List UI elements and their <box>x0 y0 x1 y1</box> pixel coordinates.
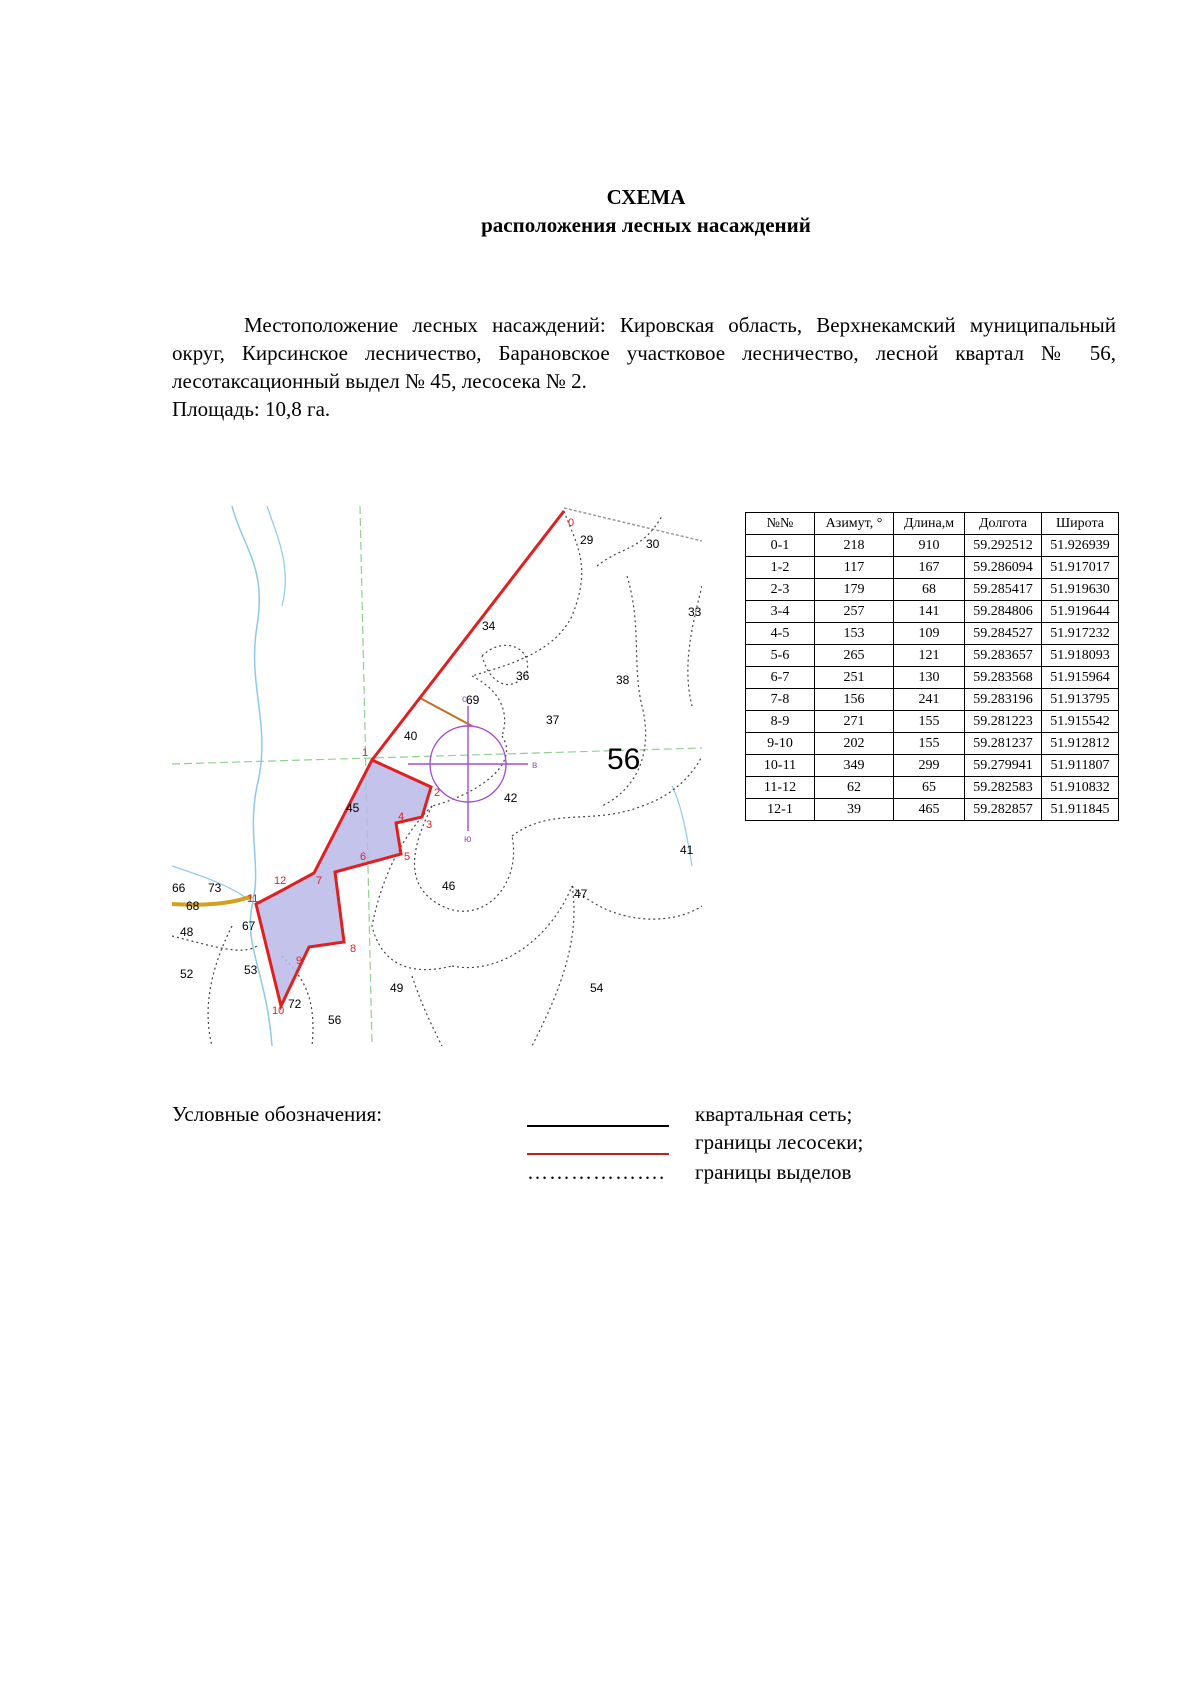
point-label: 7 <box>316 875 323 887</box>
parcel-number: 49 <box>390 981 404 995</box>
parcel-number: 34 <box>482 619 496 633</box>
table-cell: 109 <box>894 623 965 645</box>
table-cell: 349 <box>815 755 894 777</box>
table-row <box>746 733 1119 755</box>
forest-map <box>172 506 702 1046</box>
parcel-number: 68 <box>186 899 200 913</box>
title-line: СХЕМА <box>606 185 686 209</box>
parcel-number: 46 <box>442 879 456 893</box>
table-row <box>746 535 1119 557</box>
table-cell: 65 <box>894 777 965 799</box>
table-cell: 51.915542 <box>1042 711 1119 733</box>
table-cell: 153 <box>815 623 894 645</box>
parcel-number: 48 <box>180 925 194 939</box>
legend-title: Условные обозначения: <box>172 1102 383 1126</box>
table-cell: 3-4 <box>746 601 815 623</box>
table-cell: 51.911845 <box>1042 799 1119 821</box>
parcel-number: 41 <box>680 843 694 857</box>
parcel-number: 42 <box>504 791 518 805</box>
table-cell: 167 <box>894 557 965 579</box>
table-cell: 59.282583 <box>965 777 1042 799</box>
table-cell: 0-1 <box>746 535 815 557</box>
header-latitude: Широта <box>1042 513 1119 535</box>
legend-cut-line <box>527 1153 669 1155</box>
compass-n: с <box>462 694 467 705</box>
subtitle-line: расположения лесных насаждений <box>481 213 811 237</box>
header-number: №№ <box>746 513 815 535</box>
table-cell: 51.919630 <box>1042 579 1119 601</box>
table-cell: 141 <box>894 601 965 623</box>
table-cell: 5-6 <box>746 645 815 667</box>
table-cell: 12-1 <box>746 799 815 821</box>
table-cell: 465 <box>894 799 965 821</box>
parcel-number: 73 <box>208 881 222 895</box>
table-cell: 59.285417 <box>965 579 1042 601</box>
table-cell: 121 <box>894 645 965 667</box>
table-cell: 51.926939 <box>1042 535 1119 557</box>
header-azimuth: Азимут, ° <box>815 513 894 535</box>
table-cell: 59.286094 <box>965 557 1042 579</box>
parcel-number: 56 <box>328 1013 342 1027</box>
table-cell: 59.292512 <box>965 535 1042 557</box>
table-cell: 68 <box>894 579 965 601</box>
table-row <box>746 689 1119 711</box>
parcel-number: 53 <box>244 963 258 977</box>
parcel-number: 45 <box>346 801 360 815</box>
table-row <box>746 645 1119 667</box>
point-label: 9 <box>296 955 303 967</box>
legend-dots: ………………. <box>527 1160 666 1184</box>
table-row <box>746 667 1119 689</box>
table-cell: 130 <box>894 667 965 689</box>
table-cell: 6-7 <box>746 667 815 689</box>
table-cell: 51.919644 <box>1042 601 1119 623</box>
parcel-number: 52 <box>180 967 194 981</box>
parcel-number: 38 <box>616 673 630 687</box>
table-cell: 9-10 <box>746 733 815 755</box>
point-label: 5 <box>404 851 411 863</box>
area-line: Площадь: 10,8 га. <box>172 397 331 421</box>
table-cell: 10-11 <box>746 755 815 777</box>
table-cell: 299 <box>894 755 965 777</box>
table-cell: 59.283196 <box>965 689 1042 711</box>
parcel-number: 54 <box>590 981 604 995</box>
parcel-number: 67 <box>242 919 256 933</box>
table-cell: 1-2 <box>746 557 815 579</box>
parcel-number: 40 <box>404 729 418 743</box>
table-row <box>746 601 1119 623</box>
header-longitude: Долгота <box>965 513 1042 535</box>
table-cell: 51.918093 <box>1042 645 1119 667</box>
parcel-number: 37 <box>546 713 560 727</box>
table-cell: 265 <box>815 645 894 667</box>
point-label: 3 <box>426 819 433 831</box>
point-label: 10 <box>272 1005 285 1017</box>
table-cell: 59.281223 <box>965 711 1042 733</box>
table-cell: 257 <box>815 601 894 623</box>
quarter-number: 56 <box>607 743 641 776</box>
point-label: 11 <box>247 893 259 905</box>
table-cell: 59.281237 <box>965 733 1042 755</box>
parcel-number: 72 <box>288 997 302 1011</box>
table-row <box>746 711 1119 733</box>
table-row <box>746 799 1119 821</box>
parcel-number: 30 <box>646 537 660 551</box>
legend-parcel-text: границы выделов <box>695 1160 852 1184</box>
point-label: 2 <box>434 787 441 799</box>
parcel-number: 69 <box>466 693 480 707</box>
table-header-row <box>746 513 1119 535</box>
parcel-number: 66 <box>172 881 186 895</box>
table-cell: 51.913795 <box>1042 689 1119 711</box>
parcel-number: 29 <box>580 533 594 547</box>
table-cell: 51.917017 <box>1042 557 1119 579</box>
parcel-number: 36 <box>516 669 530 683</box>
point-label: 0 <box>568 517 575 529</box>
legend-quarter-text: квартальная сеть; <box>695 1102 853 1126</box>
table-cell: 11-12 <box>746 777 815 799</box>
legend-cut-text: границы лесосеки; <box>695 1130 864 1154</box>
table-cell: 4-5 <box>746 623 815 645</box>
table-cell: 241 <box>894 689 965 711</box>
point-label: 6 <box>360 851 367 863</box>
point-label: 1 <box>362 747 369 759</box>
table-cell: 59.283657 <box>965 645 1042 667</box>
table-cell: 271 <box>815 711 894 733</box>
table-cell: 117 <box>815 557 894 579</box>
table-cell: 156 <box>815 689 894 711</box>
parcel-number: 47 <box>574 887 588 901</box>
table-cell: 62 <box>815 777 894 799</box>
table-cell: 51.911807 <box>1042 755 1119 777</box>
table-cell: 51.912812 <box>1042 733 1119 755</box>
table-cell: 2-3 <box>746 579 815 601</box>
table-cell: 59.279941 <box>965 755 1042 777</box>
compass-e: в <box>532 760 538 771</box>
table-cell: 59.283568 <box>965 667 1042 689</box>
table-cell: 8-9 <box>746 711 815 733</box>
header-length: Длина,м <box>894 513 965 535</box>
table-cell: 59.284527 <box>965 623 1042 645</box>
location-paragraph: Местоположение лесных насаждений: Кировская область, Верхнекамский муниципальный округ, Кирсинское лесничество, Барановское участковое лесничество, лесной квартал № 56, лесотаксационный выдел № 45, лесосека № 2. <box>172 313 1116 393</box>
table-cell: 910 <box>894 535 965 557</box>
table-cell: 51.910832 <box>1042 777 1119 799</box>
point-label: 8 <box>350 943 357 955</box>
compass-s: ю <box>464 834 472 845</box>
table-cell: 51.915964 <box>1042 667 1119 689</box>
table-cell: 59.284806 <box>965 601 1042 623</box>
table-cell: 218 <box>815 535 894 557</box>
legend-quarter-line <box>527 1125 669 1127</box>
table-cell: 251 <box>815 667 894 689</box>
table-cell: 59.282857 <box>965 799 1042 821</box>
table-row <box>746 579 1119 601</box>
table-cell: 39 <box>815 799 894 821</box>
table-cell: 7-8 <box>746 689 815 711</box>
table-row <box>746 755 1119 777</box>
table-cell: 155 <box>894 711 965 733</box>
table-row <box>746 623 1119 645</box>
point-label: 12 <box>274 875 287 887</box>
table-cell: 51.917232 <box>1042 623 1119 645</box>
table-row <box>746 557 1119 579</box>
coordinates-table <box>745 512 1119 821</box>
document-title <box>0 183 1200 239</box>
point-label: 4 <box>398 811 405 823</box>
parcel-number: 33 <box>688 605 702 619</box>
table-cell: 202 <box>815 733 894 755</box>
table-cell: 179 <box>815 579 894 601</box>
table-row <box>746 777 1119 799</box>
table-cell: 155 <box>894 733 965 755</box>
